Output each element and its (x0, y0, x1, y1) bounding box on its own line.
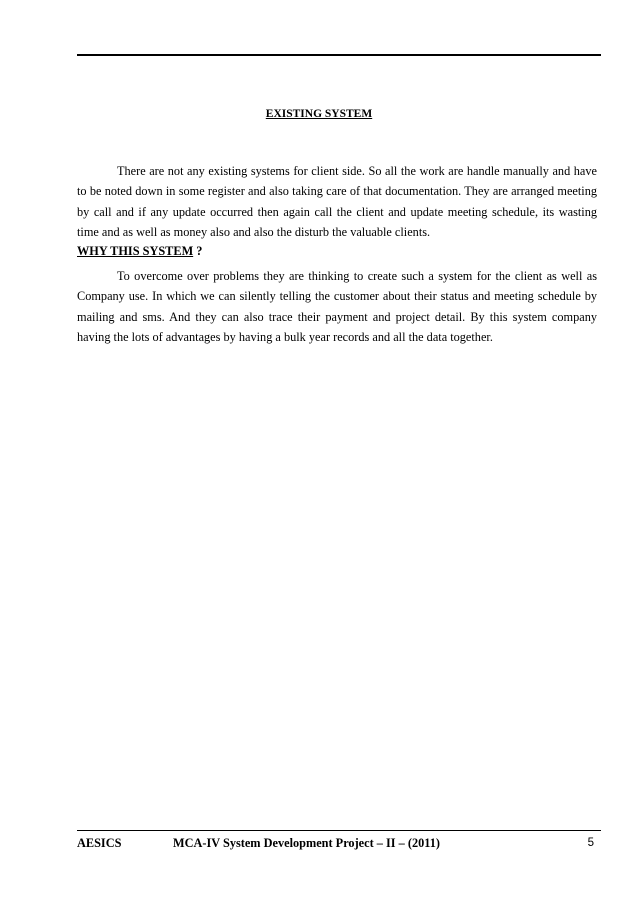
page-number: 5 (587, 837, 594, 849)
header-rule (77, 54, 601, 56)
subheading-why-this-system (77, 244, 202, 259)
footer-project-title: MCA-IV System Development Project – II – (2011) (173, 836, 440, 850)
paragraph-why-this-system: To overcome over problems they are thinking to create such a system for the client as well as Company use. In which we can silently telling the customer about their status and meeting schedule by mailing and sms. And they can also trace their payment and project detail. By this system company having the lots of advantages by having a bulk year records and all the data together. (77, 269, 597, 344)
section-heading: EXISTING SYSTEM (265, 108, 373, 120)
footer-organization: AESICS (77, 836, 122, 850)
footer-rule (77, 830, 601, 831)
subheading-suffix: ? (193, 244, 203, 258)
paragraph-existing-system: There are not any existing systems for client side. So all the work are handle manually and have to be noted down in some register and also taking care of that documentation. They are arranged meeting by call and if any update occurred then again call the client and update meeting schedule, its wasting time and as well as money also and also the disturb the valuable clients. (77, 164, 597, 239)
subheading-text: WHY THIS SYSTEM (77, 244, 194, 258)
